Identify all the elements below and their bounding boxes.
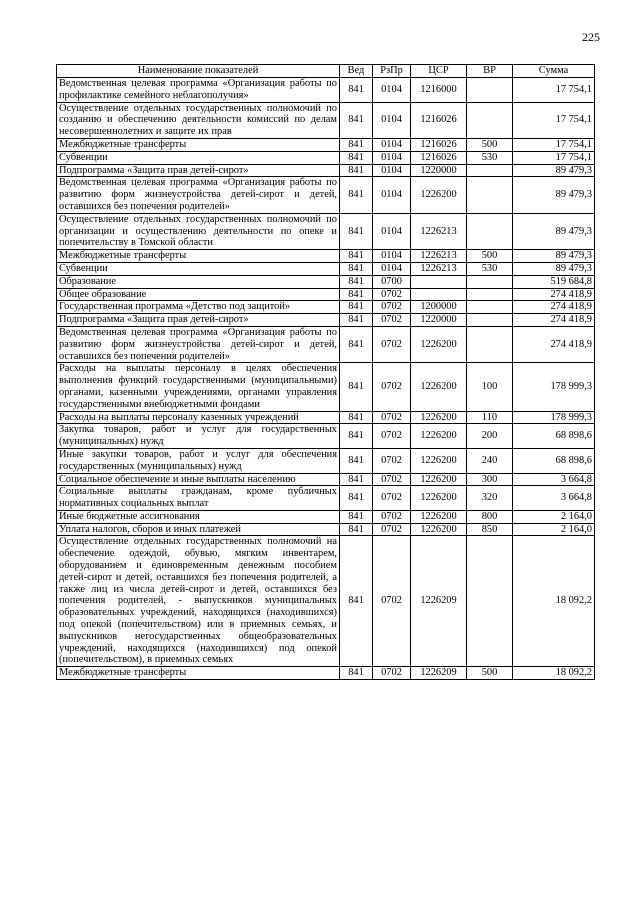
cell-ved: 841 xyxy=(340,326,373,362)
cell-name: Иные закупки товаров, работ и услуг для обеспечения государственных (муниципальных) нужд xyxy=(57,448,340,473)
cell-vr xyxy=(467,78,513,103)
table-row xyxy=(57,78,595,103)
cell-rzpr: 0700 xyxy=(373,275,411,288)
cell-name: Расходы на выплаты персоналу казенных учреждений xyxy=(57,411,340,424)
cell-ved: 841 xyxy=(340,301,373,314)
cell-csr: 1226200 xyxy=(411,424,467,449)
cell-rzpr: 0702 xyxy=(373,326,411,362)
table-row xyxy=(57,288,595,301)
cell-vr xyxy=(467,326,513,362)
cell-sum: 89 479,3 xyxy=(513,177,595,213)
cell-rzpr: 0104 xyxy=(373,250,411,263)
cell-sum: 18 092,2 xyxy=(513,667,595,680)
cell-csr: 1226200 xyxy=(411,326,467,362)
cell-vr xyxy=(467,288,513,301)
table-row xyxy=(57,102,595,138)
cell-vr xyxy=(467,213,513,249)
cell-ved: 841 xyxy=(340,363,373,411)
cell-rzpr: 0702 xyxy=(373,314,411,327)
cell-rzpr: 0702 xyxy=(373,411,411,424)
cell-rzpr: 0104 xyxy=(373,262,411,275)
cell-rzpr: 0702 xyxy=(373,486,411,511)
cell-ved: 841 xyxy=(340,164,373,177)
table-row xyxy=(57,326,595,362)
cell-ved: 841 xyxy=(340,250,373,263)
cell-name: Уплата налогов, сборов и иных платежей xyxy=(57,523,340,536)
cell-vr: 500 xyxy=(467,667,513,680)
cell-rzpr: 0104 xyxy=(373,164,411,177)
cell-rzpr: 0702 xyxy=(373,363,411,411)
cell-csr: 1226213 xyxy=(411,250,467,263)
cell-vr xyxy=(467,177,513,213)
cell-ved: 841 xyxy=(340,667,373,680)
cell-vr xyxy=(467,314,513,327)
cell-csr: 1226213 xyxy=(411,213,467,249)
cell-vr: 240 xyxy=(467,448,513,473)
cell-ved: 841 xyxy=(340,448,373,473)
cell-name: Подпрограмма «Защита прав детей-сирот» xyxy=(57,314,340,327)
cell-ved: 841 xyxy=(340,473,373,486)
cell-name: Государственная программа «Детство под защитой» xyxy=(57,301,340,314)
cell-vr: 300 xyxy=(467,473,513,486)
cell-sum: 17 754,1 xyxy=(513,78,595,103)
cell-rzpr: 0702 xyxy=(373,288,411,301)
cell-csr: 1226209 xyxy=(411,536,467,667)
table-row xyxy=(57,301,595,314)
cell-csr: 1220000 xyxy=(411,314,467,327)
cell-ved: 841 xyxy=(340,424,373,449)
cell-csr: 1216026 xyxy=(411,138,467,151)
cell-vr: 320 xyxy=(467,486,513,511)
cell-ved: 841 xyxy=(340,151,373,164)
table-row xyxy=(57,314,595,327)
cell-name: Осуществление отдельных государственных полномочий по организации и осуществлению деятельности по опеке и попечительству в Томской области xyxy=(57,213,340,249)
cell-csr: 1226200 xyxy=(411,523,467,536)
cell-rzpr: 0702 xyxy=(373,424,411,449)
cell-name: Ведомственная целевая программа «Организация работы по развитию форм жизнеустройства детей-сирот и детей, оставшихся без попечения родителей» xyxy=(57,177,340,213)
table-row xyxy=(57,164,595,177)
cell-name: Закупка товаров, работ и услуг для государственных (муниципальных) нужд xyxy=(57,424,340,449)
cell-sum: 17 754,1 xyxy=(513,151,595,164)
cell-vr: 110 xyxy=(467,411,513,424)
cell-name: Социальные выплаты гражданам, кроме публичных нормативных социальных выплат xyxy=(57,486,340,511)
table-row xyxy=(57,536,595,667)
cell-sum: 178 999,3 xyxy=(513,411,595,424)
table-row xyxy=(57,424,595,449)
cell-vr xyxy=(467,102,513,138)
cell-vr: 500 xyxy=(467,138,513,151)
budget-table xyxy=(56,64,595,680)
cell-rzpr: 0104 xyxy=(373,213,411,249)
cell-csr: 1226200 xyxy=(411,473,467,486)
cell-sum: 274 418,9 xyxy=(513,314,595,327)
cell-name: Социальное обеспечение и иные выплаты населению xyxy=(57,473,340,486)
header-ved: Вед xyxy=(340,65,373,78)
cell-sum: 18 092,2 xyxy=(513,536,595,667)
cell-name: Субвенции xyxy=(57,151,340,164)
cell-rzpr: 0702 xyxy=(373,523,411,536)
table-row xyxy=(57,177,595,213)
cell-rzpr: 0104 xyxy=(373,78,411,103)
cell-rzpr: 0702 xyxy=(373,448,411,473)
cell-csr xyxy=(411,288,467,301)
cell-vr xyxy=(467,164,513,177)
cell-csr: 1216026 xyxy=(411,102,467,138)
cell-ved: 841 xyxy=(340,138,373,151)
cell-sum: 2 164,0 xyxy=(513,523,595,536)
cell-rzpr: 0702 xyxy=(373,301,411,314)
cell-vr: 530 xyxy=(467,262,513,275)
cell-ved: 841 xyxy=(340,262,373,275)
cell-rzpr: 0104 xyxy=(373,138,411,151)
cell-csr: 1226200 xyxy=(411,177,467,213)
cell-sum: 274 418,9 xyxy=(513,301,595,314)
cell-csr: 1216026 xyxy=(411,151,467,164)
cell-rzpr: 0702 xyxy=(373,510,411,523)
cell-sum: 17 754,1 xyxy=(513,138,595,151)
cell-rzpr: 0702 xyxy=(373,473,411,486)
cell-vr xyxy=(467,301,513,314)
cell-rzpr: 0702 xyxy=(373,536,411,667)
table-row xyxy=(57,667,595,680)
page-number: 225 xyxy=(582,30,600,44)
cell-csr: 1226200 xyxy=(411,510,467,523)
cell-name: Межбюджетные трансферты xyxy=(57,667,340,680)
table-row xyxy=(57,138,595,151)
cell-sum: 89 479,3 xyxy=(513,262,595,275)
cell-ved: 841 xyxy=(340,536,373,667)
cell-ved: 841 xyxy=(340,486,373,511)
cell-csr: 1216000 xyxy=(411,78,467,103)
cell-ved: 841 xyxy=(340,411,373,424)
cell-csr: 1200000 xyxy=(411,301,467,314)
cell-sum: 17 754,1 xyxy=(513,102,595,138)
cell-ved: 841 xyxy=(340,314,373,327)
cell-ved: 841 xyxy=(340,523,373,536)
cell-name: Осуществление отдельных государственных полномочий на обеспечение одеждой, обувью, мягким инвентарем, оборудованием и единовременным денежным пособием детей-сирот и детей, оставшихся без попечения родителей, а также лиц из числа детей-сирот и детей, оставшихся без попечения родителей, - выпускников муниципальных образовательных учреждений, находящихся (находившихся) под опекой (попечительством) или в приемных семьях, и выпускников негосударственных общеобразовательных учреждений, находящихся (находившихся) под опекой (попечительством), в приемных семьях xyxy=(57,536,340,667)
cell-sum: 519 684,8 xyxy=(513,275,595,288)
cell-name: Ведомственная целевая программа «Организация работы по профилактике семейного неблагополучия» xyxy=(57,78,340,103)
cell-vr: 500 xyxy=(467,250,513,263)
cell-sum: 68 898,6 xyxy=(513,448,595,473)
table-row xyxy=(57,363,595,411)
cell-name: Образование xyxy=(57,275,340,288)
cell-csr: 1226200 xyxy=(411,411,467,424)
cell-ved: 841 xyxy=(340,213,373,249)
cell-vr xyxy=(467,536,513,667)
cell-sum: 274 418,9 xyxy=(513,288,595,301)
header-vr: ВР xyxy=(467,65,513,78)
cell-vr: 850 xyxy=(467,523,513,536)
table-row xyxy=(57,213,595,249)
header-rzpr: РзПр xyxy=(373,65,411,78)
cell-ved: 841 xyxy=(340,102,373,138)
cell-sum: 68 898,6 xyxy=(513,424,595,449)
cell-ved: 841 xyxy=(340,177,373,213)
cell-name: Межбюджетные трансферты xyxy=(57,138,340,151)
cell-name: Общее образование xyxy=(57,288,340,301)
cell-vr: 100 xyxy=(467,363,513,411)
header-csr: ЦСР xyxy=(411,65,467,78)
cell-sum: 89 479,3 xyxy=(513,250,595,263)
table-row xyxy=(57,448,595,473)
cell-vr xyxy=(467,275,513,288)
table-row xyxy=(57,411,595,424)
cell-ved: 841 xyxy=(340,510,373,523)
cell-rzpr: 0702 xyxy=(373,667,411,680)
header-name: Наименование показателей xyxy=(57,65,340,78)
cell-csr: 1226200 xyxy=(411,486,467,511)
cell-name: Субвенции xyxy=(57,262,340,275)
cell-name: Подпрограмма «Защита прав детей-сирот» xyxy=(57,164,340,177)
cell-sum: 3 664,8 xyxy=(513,473,595,486)
table-row xyxy=(57,275,595,288)
cell-sum: 3 664,8 xyxy=(513,486,595,511)
header-sum: Сумма xyxy=(513,65,595,78)
cell-rzpr: 0104 xyxy=(373,151,411,164)
cell-rzpr: 0104 xyxy=(373,177,411,213)
cell-ved: 841 xyxy=(340,288,373,301)
cell-sum: 274 418,9 xyxy=(513,326,595,362)
cell-sum: 89 479,3 xyxy=(513,164,595,177)
cell-csr: 1226209 xyxy=(411,667,467,680)
cell-vr: 200 xyxy=(467,424,513,449)
cell-vr: 530 xyxy=(467,151,513,164)
table-row xyxy=(57,262,595,275)
table-row xyxy=(57,473,595,486)
table-row xyxy=(57,510,595,523)
cell-name: Межбюджетные трансферты xyxy=(57,250,340,263)
cell-csr xyxy=(411,275,467,288)
cell-sum: 178 999,3 xyxy=(513,363,595,411)
cell-csr: 1226213 xyxy=(411,262,467,275)
cell-csr: 1226200 xyxy=(411,448,467,473)
table-header-row xyxy=(57,65,595,78)
cell-ved: 841 xyxy=(340,78,373,103)
cell-sum: 89 479,3 xyxy=(513,213,595,249)
cell-name: Осуществление отдельных государственных полномочий по созданию и обеспечению деятельности комиссий по делам несовершеннолетних и защите их прав xyxy=(57,102,340,138)
cell-csr: 1220000 xyxy=(411,164,467,177)
cell-rzpr: 0104 xyxy=(373,102,411,138)
table-row xyxy=(57,486,595,511)
cell-csr: 1226200 xyxy=(411,363,467,411)
table-row xyxy=(57,151,595,164)
table-row xyxy=(57,523,595,536)
cell-ved: 841 xyxy=(340,275,373,288)
cell-name: Ведомственная целевая программа «Организация работы по развитию форм жизнеустройства детей-сирот и детей, оставшихся без попечения родителей» xyxy=(57,326,340,362)
cell-sum: 2 164,0 xyxy=(513,510,595,523)
table-row xyxy=(57,250,595,263)
cell-name: Иные бюджетные ассигнования xyxy=(57,510,340,523)
cell-name: Расходы на выплаты персоналу в целях обеспечения выполнения функций государственными (муниципальными) органами, казенными учреждениями, органами управления государственными внебюджетными фондами xyxy=(57,363,340,411)
cell-vr: 800 xyxy=(467,510,513,523)
